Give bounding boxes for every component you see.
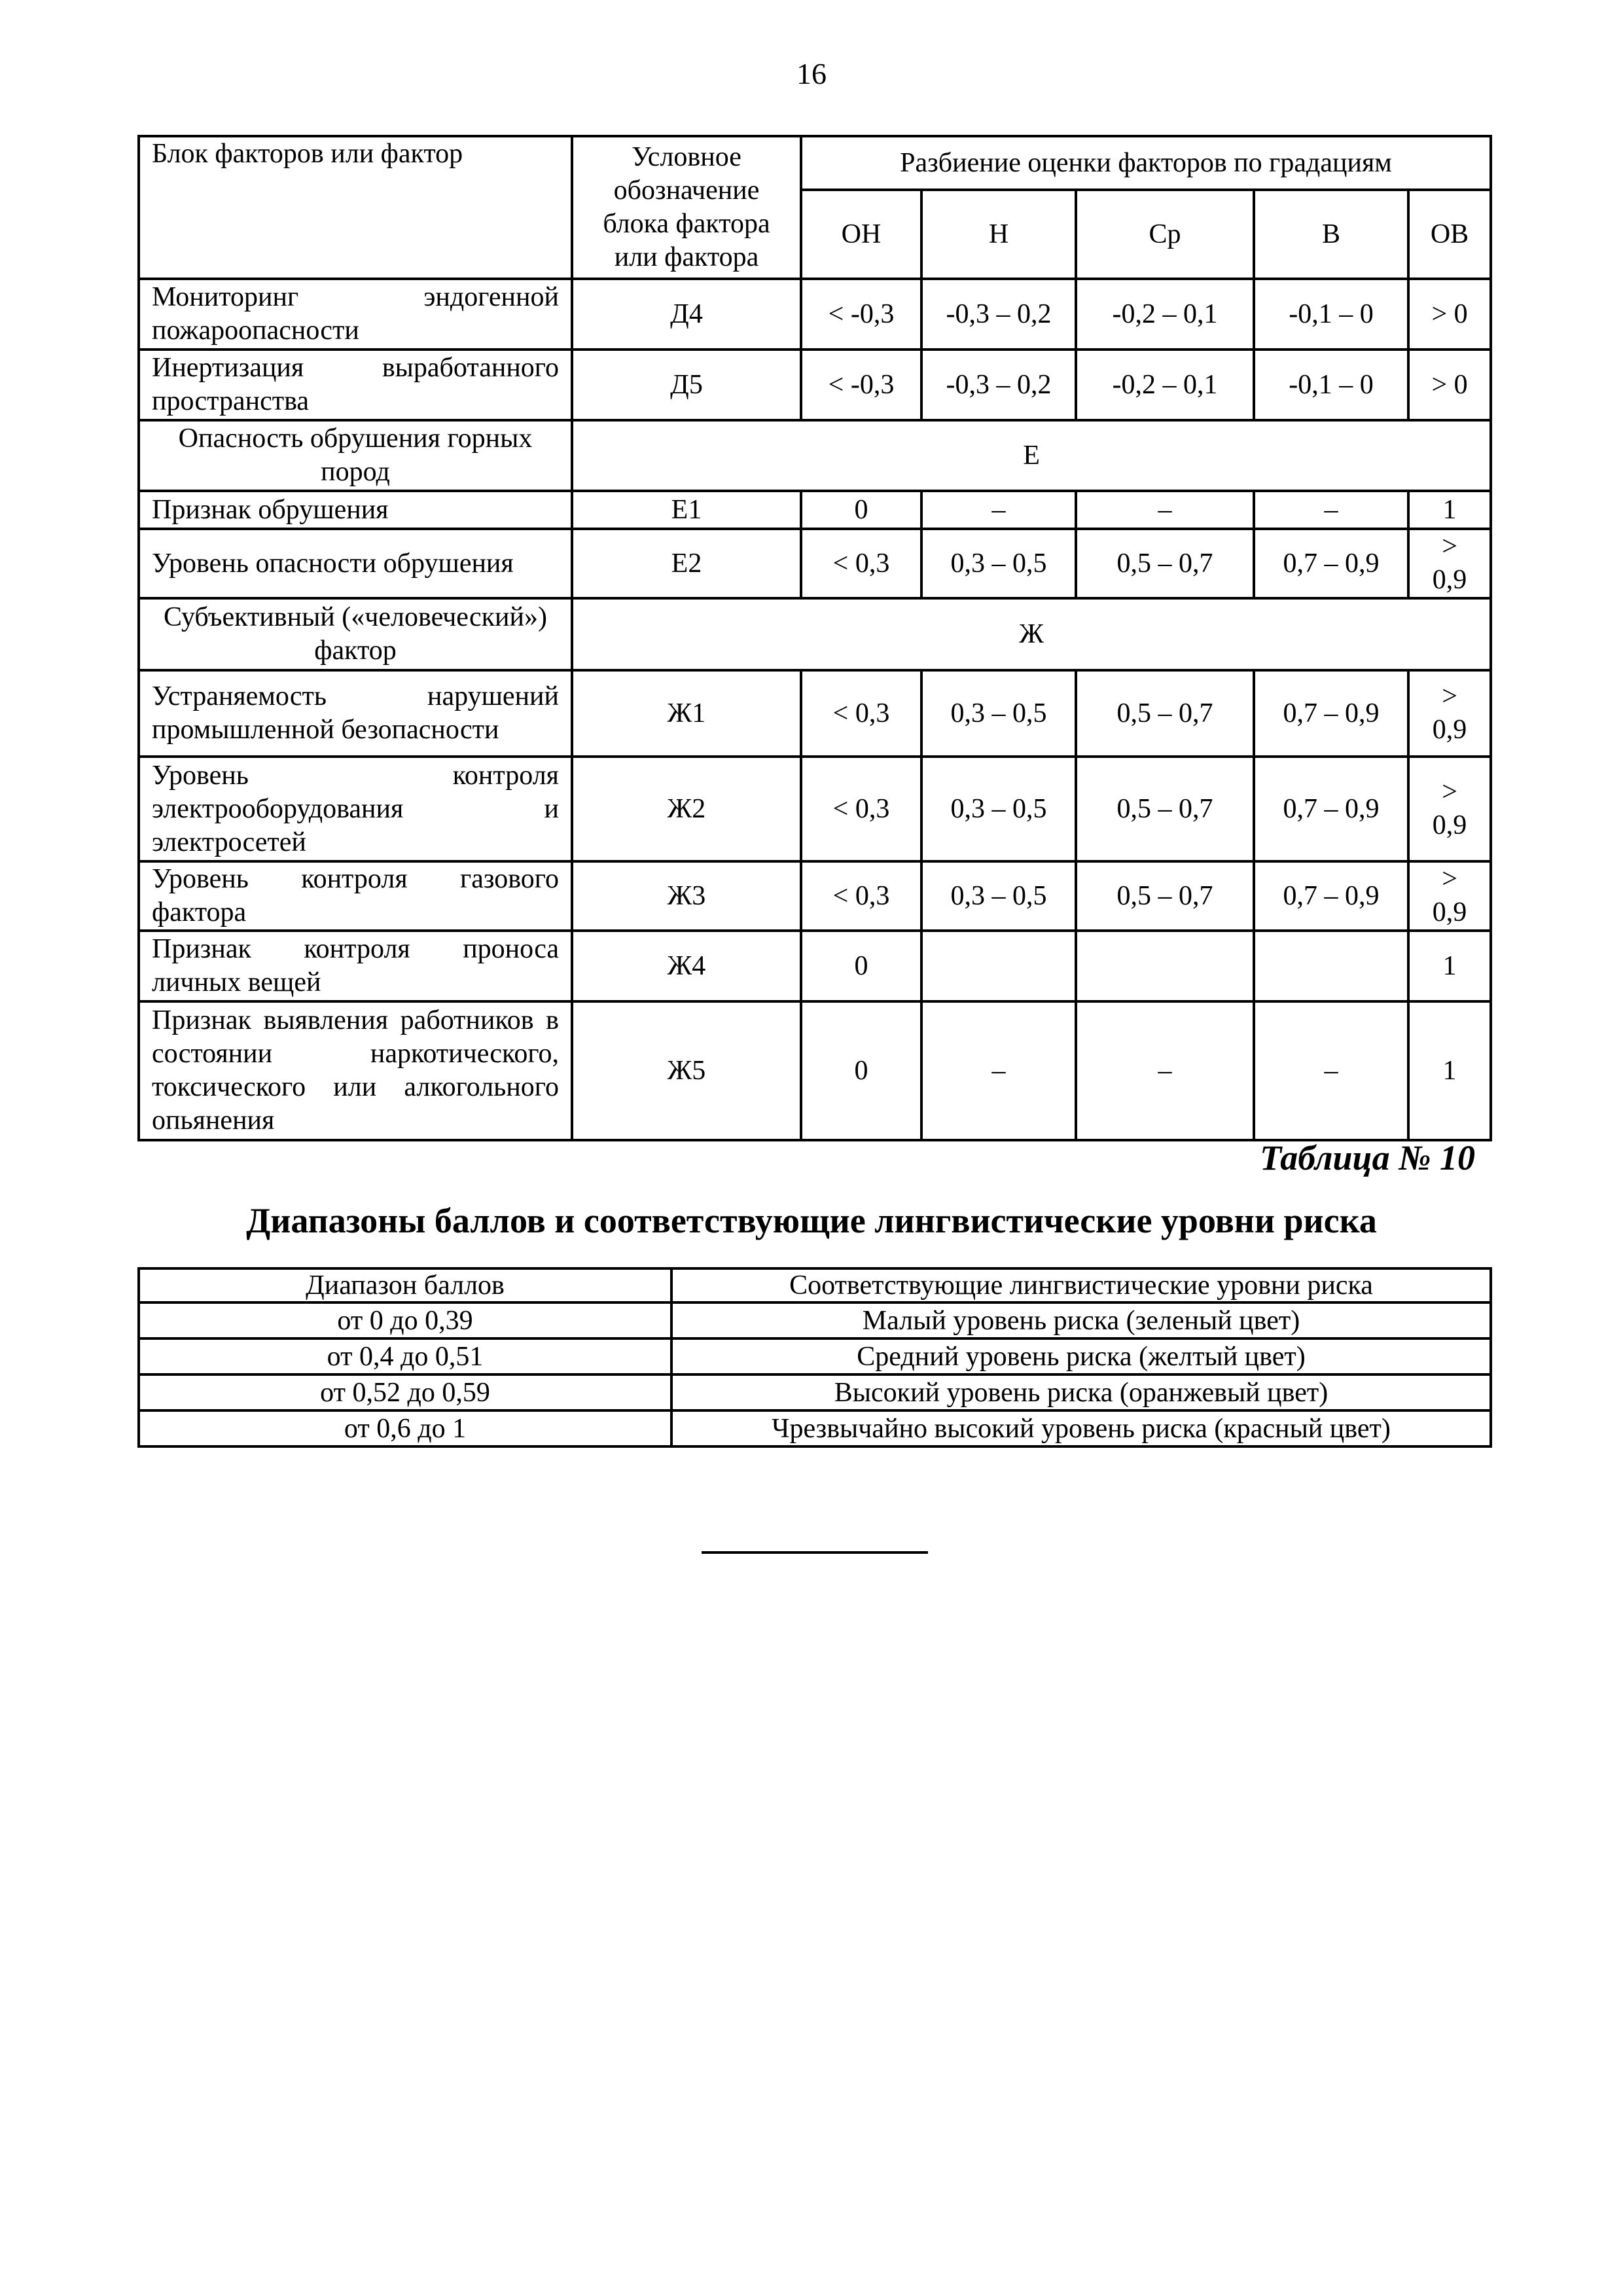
grade-value bbox=[1076, 931, 1254, 1001]
factor-name: Уровень контроля электрооборудования и электросетей bbox=[139, 757, 572, 861]
factor-table bbox=[137, 135, 1492, 1141]
end-divider bbox=[702, 1551, 928, 1554]
factor-name: Признак выявления работников в состоянии наркотического, токсического или алкогольного опьянения bbox=[139, 1001, 572, 1140]
header-grade-n: Н bbox=[921, 190, 1076, 279]
score-range: от 0,6 до 1 bbox=[139, 1410, 671, 1446]
table-row bbox=[139, 279, 1491, 350]
grade-value: < -0,3 bbox=[801, 350, 921, 420]
table-header-row bbox=[139, 1268, 1491, 1302]
table-row bbox=[139, 529, 1491, 598]
grade-value: 0 bbox=[801, 491, 921, 529]
factor-code: Ж4 bbox=[572, 931, 801, 1001]
grade-value: 0,5 – 0,7 bbox=[1076, 670, 1254, 757]
table-row bbox=[139, 1302, 1491, 1338]
grade-value: 0,7 – 0,9 bbox=[1254, 529, 1408, 598]
factor-code: Е1 bbox=[572, 491, 801, 529]
block-code: Ж bbox=[572, 598, 1491, 670]
risk-level: Малый уровень риска (зеленый цвет) bbox=[671, 1302, 1491, 1338]
grade-value: – bbox=[921, 1001, 1076, 1140]
grade-value bbox=[921, 931, 1076, 1001]
grade-value: 0,7 – 0,9 bbox=[1254, 670, 1408, 757]
header-grades-group: Разбиение оценки факторов по градациям bbox=[801, 136, 1491, 190]
block-row bbox=[139, 420, 1491, 491]
table-row bbox=[139, 491, 1491, 529]
grade-value: 0,5 – 0,7 bbox=[1076, 861, 1254, 931]
table-row bbox=[139, 1338, 1491, 1374]
grade-value: 1 bbox=[1408, 1001, 1491, 1140]
grade-value: 1 bbox=[1408, 491, 1491, 529]
factor-name: Устраняемость нарушений промышленной безопасности bbox=[139, 670, 572, 757]
factor-name: Признак обрушения bbox=[139, 491, 572, 529]
grade-value: 0 bbox=[801, 931, 921, 1001]
grade-value: – bbox=[1076, 1001, 1254, 1140]
risk-levels-table bbox=[137, 1267, 1492, 1448]
risk-level: Чрезвычайно высокий уровень риска (красный цвет) bbox=[671, 1410, 1491, 1446]
grade-value bbox=[1254, 931, 1408, 1001]
grade-value: 0 bbox=[801, 1001, 921, 1140]
grade-value: 0,3 – 0,5 bbox=[921, 861, 1076, 931]
grade-value: -0,2 – 0,1 bbox=[1076, 350, 1254, 420]
grade-value: 1 bbox=[1408, 931, 1491, 1001]
grade-value: > 0 bbox=[1408, 279, 1491, 350]
factor-code: Е2 bbox=[572, 529, 801, 598]
grade-value: > 0,9 bbox=[1408, 757, 1491, 861]
grade-value: < 0,3 bbox=[801, 757, 921, 861]
score-range: от 0,4 до 0,51 bbox=[139, 1338, 671, 1374]
header-grade-ov: ОВ bbox=[1408, 190, 1491, 279]
grade-value: < 0,3 bbox=[801, 861, 921, 931]
block-row bbox=[139, 598, 1491, 670]
grade-value: – bbox=[1076, 491, 1254, 529]
header-grade-v: В bbox=[1254, 190, 1408, 279]
header-code: Условное обозначение блока фактора или фактора bbox=[572, 136, 801, 279]
grade-value: > 0,9 bbox=[1408, 529, 1491, 598]
grade-value: -0,1 – 0 bbox=[1254, 350, 1408, 420]
table-row bbox=[139, 1410, 1491, 1446]
block-name: Опасность обрушения горных пород bbox=[139, 420, 572, 491]
table-row bbox=[139, 757, 1491, 861]
table-number: Таблица № 10 bbox=[1260, 1138, 1475, 1177]
header-factor-block: Блок факторов или фактор bbox=[139, 136, 572, 279]
grade-value: 0,3 – 0,5 bbox=[921, 670, 1076, 757]
table-row bbox=[139, 861, 1491, 931]
factor-name: Уровень контроля газового фактора bbox=[139, 861, 572, 931]
factor-name: Признак контроля проноса личных вещей bbox=[139, 931, 572, 1001]
factor-code: Д4 bbox=[572, 279, 801, 350]
grade-value: -0,3 – 0,2 bbox=[921, 279, 1076, 350]
grade-value: 0,5 – 0,7 bbox=[1076, 757, 1254, 861]
risk-level: Средний уровень риска (желтый цвет) bbox=[671, 1338, 1491, 1374]
grade-value: < -0,3 bbox=[801, 279, 921, 350]
grade-value: < 0,3 bbox=[801, 670, 921, 757]
grade-value: – bbox=[1254, 491, 1408, 529]
factor-name: Мониторинг эндогенной пожароопасности bbox=[139, 279, 572, 350]
grade-value: < 0,3 bbox=[801, 529, 921, 598]
grade-value: 0,7 – 0,9 bbox=[1254, 861, 1408, 931]
factor-code: Ж5 bbox=[572, 1001, 801, 1140]
grade-value: 0,5 – 0,7 bbox=[1076, 529, 1254, 598]
factor-code: Ж1 bbox=[572, 670, 801, 757]
table-header-row bbox=[139, 136, 1491, 190]
grade-value: 0,7 – 0,9 bbox=[1254, 757, 1408, 861]
factor-code: Д5 bbox=[572, 350, 801, 420]
table-row bbox=[139, 350, 1491, 420]
table-row bbox=[139, 931, 1491, 1001]
score-range: от 0 до 0,39 bbox=[139, 1302, 671, 1338]
grade-value: -0,3 – 0,2 bbox=[921, 350, 1076, 420]
block-name: Субъективный («человеческий») фактор bbox=[139, 598, 572, 670]
table-row bbox=[139, 1374, 1491, 1410]
risk-level: Высокий уровень риска (оранжевый цвет) bbox=[671, 1374, 1491, 1410]
grade-value: – bbox=[1254, 1001, 1408, 1140]
factor-code: Ж3 bbox=[572, 861, 801, 931]
block-code: Е bbox=[572, 420, 1491, 491]
grade-value: -0,2 – 0,1 bbox=[1076, 279, 1254, 350]
grade-value: – bbox=[921, 491, 1076, 529]
header-risk-level: Соответствующие лингвистические уровни риска bbox=[671, 1268, 1491, 1302]
grade-value: 0,3 – 0,5 bbox=[921, 529, 1076, 598]
grade-value: 0,3 – 0,5 bbox=[921, 757, 1076, 861]
score-range: от 0,52 до 0,59 bbox=[139, 1374, 671, 1410]
grade-value: > 0 bbox=[1408, 350, 1491, 420]
grade-value: > 0,9 bbox=[1408, 861, 1491, 931]
header-grade-sr: Ср bbox=[1076, 190, 1254, 279]
factor-name: Инертизация выработанного пространства bbox=[139, 350, 572, 420]
factor-name: Уровень опасности обрушения bbox=[139, 529, 572, 598]
grade-value: -0,1 – 0 bbox=[1254, 279, 1408, 350]
table-row bbox=[139, 1001, 1491, 1140]
table-row bbox=[139, 670, 1491, 757]
header-score-range: Диапазон баллов bbox=[139, 1268, 671, 1302]
factor-code: Ж2 bbox=[572, 757, 801, 861]
grade-value: > 0,9 bbox=[1408, 670, 1491, 757]
table-title: Диапазоны баллов и соответствующие лингвистические уровни риска bbox=[246, 1201, 1377, 1240]
page-number: 16 bbox=[796, 57, 827, 90]
header-grade-on: ОН bbox=[801, 190, 921, 279]
